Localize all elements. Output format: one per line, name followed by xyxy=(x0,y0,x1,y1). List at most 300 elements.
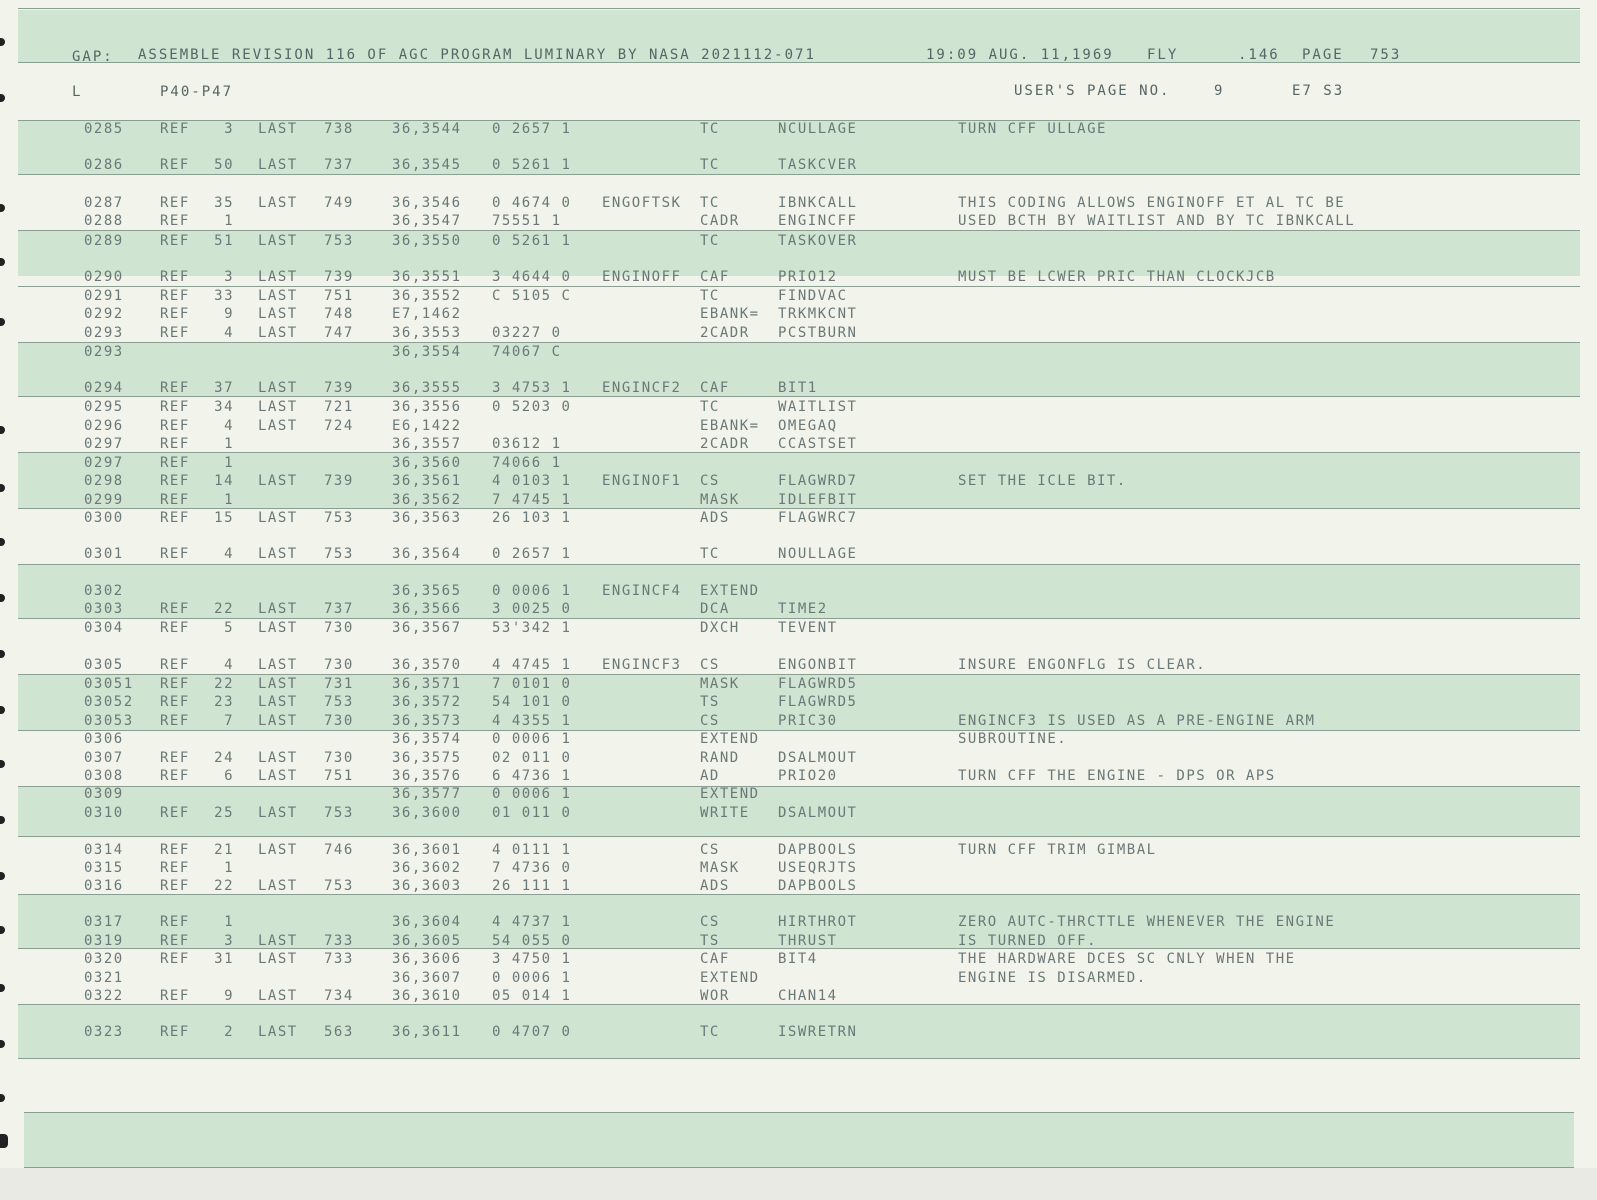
operand: FLAGWRD5 xyxy=(778,676,858,692)
listing-row xyxy=(0,731,1597,749)
last-keyword: LAST xyxy=(258,121,298,137)
line-number: 0293 xyxy=(84,344,124,360)
operand: WAITLIST xyxy=(778,399,858,415)
opcode: ADS xyxy=(700,510,730,526)
operand: TASKOVER xyxy=(778,233,858,249)
header-mode: FLY xyxy=(1147,47,1179,63)
listing-row xyxy=(0,121,1597,139)
ref-count: 37 xyxy=(214,380,234,396)
listing-row xyxy=(0,418,1597,436)
address: 36,3566 xyxy=(392,601,462,617)
last-page: 731 xyxy=(324,676,354,692)
ref-count: 4 xyxy=(224,546,234,562)
octal-code: 7 4736 0 xyxy=(492,860,572,876)
ref-keyword: REF xyxy=(160,657,190,673)
listing-row xyxy=(0,713,1597,731)
listing-row xyxy=(0,1024,1597,1042)
last-page: 746 xyxy=(324,842,354,858)
address: 36,3577 xyxy=(392,786,462,802)
last-page: 724 xyxy=(324,418,354,434)
ref-count: 15 xyxy=(214,510,234,526)
last-page: 738 xyxy=(324,121,354,137)
last-page: 733 xyxy=(324,951,354,967)
address: 36,3556 xyxy=(392,399,462,415)
opcode: ADS xyxy=(700,878,730,894)
address: 36,3561 xyxy=(392,473,462,489)
line-number: 0314 xyxy=(84,842,124,858)
operand: PRIO12 xyxy=(778,269,838,285)
listing-row xyxy=(0,657,1597,675)
address: 36,3545 xyxy=(392,157,462,173)
last-page: 751 xyxy=(324,768,354,784)
address: 36,3601 xyxy=(392,842,462,858)
comment: TURN CFF ULLAGE xyxy=(958,121,1107,137)
ref-keyword: REF xyxy=(160,306,190,322)
line-number: 0293 xyxy=(84,325,124,341)
listing-row xyxy=(0,601,1597,619)
operand: THRUST xyxy=(778,933,838,949)
address: 36,3555 xyxy=(392,380,462,396)
octal-code: 05 014 1 xyxy=(492,988,572,1004)
address: 36,3611 xyxy=(392,1024,462,1040)
line-number: 0321 xyxy=(84,970,124,986)
last-keyword: LAST xyxy=(258,676,298,692)
subheader-section: P40-P47 xyxy=(160,84,234,100)
address: 36,3572 xyxy=(392,694,462,710)
line-number: 0286 xyxy=(84,157,124,173)
last-page: 734 xyxy=(324,988,354,1004)
ref-count: 23 xyxy=(214,694,234,710)
octal-code: 4 4355 1 xyxy=(492,713,572,729)
octal-code: 54 055 0 xyxy=(492,933,572,949)
octal-code: 4 4745 1 xyxy=(492,657,572,673)
line-number: 0287 xyxy=(84,195,124,211)
header-seq: .146 xyxy=(1238,47,1280,63)
operand: BIT4 xyxy=(778,951,818,967)
last-keyword: LAST xyxy=(258,657,298,673)
line-number: 0308 xyxy=(84,768,124,784)
line-number: 0305 xyxy=(84,657,124,673)
ref-count: 4 xyxy=(224,418,234,434)
last-keyword: LAST xyxy=(258,473,298,489)
listing-row xyxy=(0,455,1597,473)
octal-code: C 5105 C xyxy=(492,288,572,304)
line-number: 0322 xyxy=(84,988,124,1004)
line-number: 0316 xyxy=(84,878,124,894)
ref-count: 50 xyxy=(214,157,234,173)
last-keyword: LAST xyxy=(258,933,298,949)
comment: TURN CFF THE ENGINE - DPS OR APS xyxy=(958,768,1276,784)
listing-row xyxy=(0,195,1597,213)
operand: FLAGWRC7 xyxy=(778,510,858,526)
ref-count: 4 xyxy=(224,325,234,341)
ref-keyword: REF xyxy=(160,713,190,729)
last-page: 739 xyxy=(324,380,354,396)
last-page: 730 xyxy=(324,713,354,729)
operand: OMEGAQ xyxy=(778,418,838,434)
operand: PCSTBURN xyxy=(778,325,858,341)
opcode: TC xyxy=(700,399,720,415)
address: 36,3567 xyxy=(392,620,462,636)
ref-count: 6 xyxy=(224,768,234,784)
address: 36,3564 xyxy=(392,546,462,562)
address: E6,1422 xyxy=(392,418,462,434)
address: 36,3544 xyxy=(392,121,462,137)
operand: HIRTHROT xyxy=(778,914,858,930)
listing-row xyxy=(0,380,1597,398)
line-number: 0297 xyxy=(84,455,124,471)
last-page: 737 xyxy=(324,157,354,173)
address: E7,1462 xyxy=(392,306,462,322)
opcode: RAND xyxy=(700,750,740,766)
listing-row xyxy=(0,288,1597,306)
address: 36,3571 xyxy=(392,676,462,692)
last-page: 730 xyxy=(324,620,354,636)
line-number: 0317 xyxy=(84,914,124,930)
address: 36,3604 xyxy=(392,914,462,930)
ref-keyword: REF xyxy=(160,620,190,636)
ref-keyword: REF xyxy=(160,546,190,562)
operand: DAPBOOLS xyxy=(778,842,858,858)
ref-keyword: REF xyxy=(160,473,190,489)
octal-code: 0 4707 0 xyxy=(492,1024,572,1040)
last-page: 753 xyxy=(324,510,354,526)
ref-count: 7 xyxy=(224,713,234,729)
ref-keyword: REF xyxy=(160,676,190,692)
line-number: 0294 xyxy=(84,380,124,396)
address: 36,3574 xyxy=(392,731,462,747)
address: 36,3552 xyxy=(392,288,462,304)
line-number: 03053 xyxy=(84,713,134,729)
bottom-green-band xyxy=(24,1112,1574,1168)
octal-code: 0 4674 0 xyxy=(492,195,572,211)
line-number: 03051 xyxy=(84,676,134,692)
ref-count: 31 xyxy=(214,951,234,967)
last-keyword: LAST xyxy=(258,1024,298,1040)
ref-keyword: REF xyxy=(160,805,190,821)
octal-code: 3 4750 1 xyxy=(492,951,572,967)
opcode: TC xyxy=(700,121,720,137)
last-page: 753 xyxy=(324,546,354,562)
operand: FINDVAC xyxy=(778,288,848,304)
last-keyword: LAST xyxy=(258,620,298,636)
line-number: 0306 xyxy=(84,731,124,747)
line-number: 0290 xyxy=(84,269,124,285)
symbol-label: ENGINCF4 xyxy=(602,583,682,599)
opcode: AD xyxy=(700,768,720,784)
header-gap: GAP: xyxy=(72,49,114,65)
listing-row xyxy=(0,473,1597,491)
listing-row xyxy=(0,786,1597,804)
comment: ENGINCF3 IS USED AS A PRE-ENGINE ARM xyxy=(958,713,1316,729)
octal-code: 7 4745 1 xyxy=(492,492,572,508)
operand: CCASTSET xyxy=(778,436,858,452)
ref-keyword: REF xyxy=(160,842,190,858)
last-page: 753 xyxy=(324,878,354,894)
ref-count: 24 xyxy=(214,750,234,766)
operand: PRIO20 xyxy=(778,768,838,784)
address: 36,3551 xyxy=(392,269,462,285)
ref-keyword: REF xyxy=(160,157,190,173)
octal-code: 53'342 1 xyxy=(492,620,572,636)
line-number: 0298 xyxy=(84,473,124,489)
listing-row xyxy=(0,510,1597,528)
last-keyword: LAST xyxy=(258,157,298,173)
last-page: 739 xyxy=(324,473,354,489)
line-number: 0300 xyxy=(84,510,124,526)
listing-row xyxy=(0,436,1597,454)
ref-count: 9 xyxy=(224,306,234,322)
last-keyword: LAST xyxy=(258,805,298,821)
operand: TRKMKCNT xyxy=(778,306,858,322)
ref-keyword: REF xyxy=(160,750,190,766)
ref-count: 5 xyxy=(224,620,234,636)
octal-code: 0 0006 1 xyxy=(492,970,572,986)
last-keyword: LAST xyxy=(258,418,298,434)
opcode: DCA xyxy=(700,601,730,617)
ref-count: 1 xyxy=(224,914,234,930)
symbol-label: ENGINOF1 xyxy=(602,473,682,489)
ref-count: 34 xyxy=(214,399,234,415)
last-keyword: LAST xyxy=(258,601,298,617)
octal-code: 03612 1 xyxy=(492,436,562,452)
listing-row xyxy=(0,988,1597,1006)
last-page: 751 xyxy=(324,288,354,304)
operand: ENGONBIT xyxy=(778,657,858,673)
last-keyword: LAST xyxy=(258,380,298,396)
ref-count: 3 xyxy=(224,933,234,949)
ref-keyword: REF xyxy=(160,269,190,285)
listing-row xyxy=(0,768,1597,786)
address: 36,3565 xyxy=(392,583,462,599)
listing-row xyxy=(0,492,1597,510)
listing-row xyxy=(0,878,1597,896)
ref-keyword: REF xyxy=(160,195,190,211)
opcode: CS xyxy=(700,657,720,673)
operand: USEQRJTS xyxy=(778,860,858,876)
listing-row xyxy=(0,676,1597,694)
ref-keyword: REF xyxy=(160,988,190,1004)
opcode: EBANK= xyxy=(700,306,760,322)
ref-keyword: REF xyxy=(160,878,190,894)
comment: INSURE ENGONFLG IS CLEAR. xyxy=(958,657,1207,673)
opcode: CS xyxy=(700,713,720,729)
last-page: 721 xyxy=(324,399,354,415)
address: 36,3602 xyxy=(392,860,462,876)
line-number: 0288 xyxy=(84,213,124,229)
listing-row xyxy=(0,970,1597,988)
listing-row xyxy=(0,233,1597,251)
operand: TASKCVER xyxy=(778,157,858,173)
address: 36,3606 xyxy=(392,951,462,967)
opcode: WOR xyxy=(700,988,730,1004)
ref-keyword: REF xyxy=(160,492,190,508)
address: 36,3570 xyxy=(392,657,462,673)
users-page-label: USER'S PAGE NO. xyxy=(1014,83,1171,99)
address: 36,3563 xyxy=(392,510,462,526)
subheader-l: L xyxy=(72,84,83,100)
listing-row xyxy=(0,344,1597,362)
line-number: 0295 xyxy=(84,399,124,415)
opcode: EBANK= xyxy=(700,418,760,434)
comment: THIS CODING ALLOWS ENGINOFF ET AL TC BE xyxy=(958,195,1346,211)
octal-code: 75551 1 xyxy=(492,213,562,229)
octal-code: 4 4737 1 xyxy=(492,914,572,930)
opcode: TC xyxy=(700,233,720,249)
last-page: 748 xyxy=(324,306,354,322)
octal-code: 26 111 1 xyxy=(492,878,572,894)
octal-code: 54 101 0 xyxy=(492,694,572,710)
line-number: 0285 xyxy=(84,121,124,137)
symbol-label: ENGINCF3 xyxy=(602,657,682,673)
last-keyword: LAST xyxy=(258,951,298,967)
octal-code: 0 5261 1 xyxy=(492,157,572,173)
operand: CHAN14 xyxy=(778,988,838,1004)
page-edge xyxy=(0,1168,1597,1200)
ref-count: 3 xyxy=(224,121,234,137)
opcode: CAF xyxy=(700,269,730,285)
symbol-label: ENGINOFF xyxy=(602,269,682,285)
operand: ISWRETRN xyxy=(778,1024,858,1040)
address: 36,3576 xyxy=(392,768,462,784)
line-number: 0296 xyxy=(84,418,124,434)
line-number: 0292 xyxy=(84,306,124,322)
address: 36,3547 xyxy=(392,213,462,229)
ref-keyword: REF xyxy=(160,233,190,249)
octal-code: 02 011 0 xyxy=(492,750,572,766)
ref-count: 33 xyxy=(214,288,234,304)
last-page: 737 xyxy=(324,601,354,617)
last-keyword: LAST xyxy=(258,878,298,894)
opcode: MASK xyxy=(700,676,740,692)
last-keyword: LAST xyxy=(258,399,298,415)
listing-row xyxy=(0,860,1597,878)
line-number: 0299 xyxy=(84,492,124,508)
last-keyword: LAST xyxy=(258,288,298,304)
octal-code: 0 5203 0 xyxy=(492,399,572,415)
opcode: CAF xyxy=(700,380,730,396)
listing-row xyxy=(0,805,1597,823)
address: 36,3610 xyxy=(392,988,462,1004)
ref-keyword: REF xyxy=(160,418,190,434)
address: 36,3575 xyxy=(392,750,462,766)
last-keyword: LAST xyxy=(258,988,298,1004)
users-page-number: 9 xyxy=(1214,83,1225,99)
last-page: 733 xyxy=(324,933,354,949)
listing-row xyxy=(0,325,1597,343)
opcode: MASK xyxy=(700,492,740,508)
opcode: TS xyxy=(700,933,720,949)
listing-row xyxy=(0,399,1597,417)
address: 36,3605 xyxy=(392,933,462,949)
address: 36,3573 xyxy=(392,713,462,729)
operand: DAPBOOLS xyxy=(778,878,858,894)
ref-count: 1 xyxy=(224,492,234,508)
address: 36,3607 xyxy=(392,970,462,986)
line-number: 0303 xyxy=(84,601,124,617)
comment: USED BCTH BY WAITLIST AND BY TC IBNKCALL xyxy=(958,213,1356,229)
last-page: 753 xyxy=(324,233,354,249)
ref-count: 22 xyxy=(214,601,234,617)
last-page: 753 xyxy=(324,805,354,821)
ref-count: 1 xyxy=(224,436,234,452)
listing-row xyxy=(0,620,1597,638)
ref-count: 1 xyxy=(224,860,234,876)
operand: DSALMOUT xyxy=(778,805,858,821)
opcode: TC xyxy=(700,1024,720,1040)
last-keyword: LAST xyxy=(258,195,298,211)
last-page: 730 xyxy=(324,750,354,766)
symbol-label: ENGOFTSK xyxy=(602,195,682,211)
opcode: TC xyxy=(700,288,720,304)
comment: SET THE ICLE BIT. xyxy=(958,473,1127,489)
opcode: CS xyxy=(700,473,720,489)
octal-code: 0 2657 1 xyxy=(492,546,572,562)
last-keyword: LAST xyxy=(258,325,298,341)
line-number: 0301 xyxy=(84,546,124,562)
last-keyword: LAST xyxy=(258,842,298,858)
opcode: EXTEND xyxy=(700,731,760,747)
operand: TIME2 xyxy=(778,601,828,617)
octal-code: 03227 0 xyxy=(492,325,562,341)
comment: SUBROUTINE. xyxy=(958,731,1068,747)
listing-row xyxy=(0,951,1597,969)
ref-count: 14 xyxy=(214,473,234,489)
operand: PRIC30 xyxy=(778,713,838,729)
last-keyword: LAST xyxy=(258,233,298,249)
ref-keyword: REF xyxy=(160,914,190,930)
ref-keyword: REF xyxy=(160,1024,190,1040)
line-number: 0302 xyxy=(84,583,124,599)
header-title: ASSEMBLE REVISION 116 OF AGC PROGRAM LUMINARY BY NASA 2021112-071 xyxy=(138,47,816,63)
operand: DSALMOUT xyxy=(778,750,858,766)
address: 36,3560 xyxy=(392,455,462,471)
ref-count: 1 xyxy=(224,213,234,229)
line-number: 03052 xyxy=(84,694,134,710)
octal-code: 0 0006 1 xyxy=(492,583,572,599)
octal-code: 0 2657 1 xyxy=(492,121,572,137)
octal-code: 0 0006 1 xyxy=(492,786,572,802)
ref-count: 22 xyxy=(214,878,234,894)
listing-row xyxy=(0,694,1597,712)
last-keyword: LAST xyxy=(258,713,298,729)
operand: NCULLAGE xyxy=(778,121,858,137)
ref-keyword: REF xyxy=(160,601,190,617)
line-number: 0289 xyxy=(84,233,124,249)
ref-count: 25 xyxy=(214,805,234,821)
header-page-number: 753 xyxy=(1370,47,1402,63)
last-page: 753 xyxy=(324,694,354,710)
opcode: TC xyxy=(700,195,720,211)
listing-row xyxy=(0,546,1597,564)
symbol-label: ENGINCF2 xyxy=(602,380,682,396)
line-number: 0323 xyxy=(84,1024,124,1040)
address: 36,3553 xyxy=(392,325,462,341)
line-number: 0320 xyxy=(84,951,124,967)
ref-count: 3 xyxy=(224,269,234,285)
comment: TURN CFF TRIM GIMBAL xyxy=(958,842,1157,858)
operand: FLAGWRD5 xyxy=(778,694,858,710)
opcode: MASK xyxy=(700,860,740,876)
address: 36,3562 xyxy=(392,492,462,508)
opcode: CADR xyxy=(700,213,740,229)
last-keyword: LAST xyxy=(258,269,298,285)
ref-keyword: REF xyxy=(160,951,190,967)
last-page: 747 xyxy=(324,325,354,341)
ref-count: 35 xyxy=(214,195,234,211)
address: 36,3557 xyxy=(392,436,462,452)
listing-row xyxy=(0,583,1597,601)
